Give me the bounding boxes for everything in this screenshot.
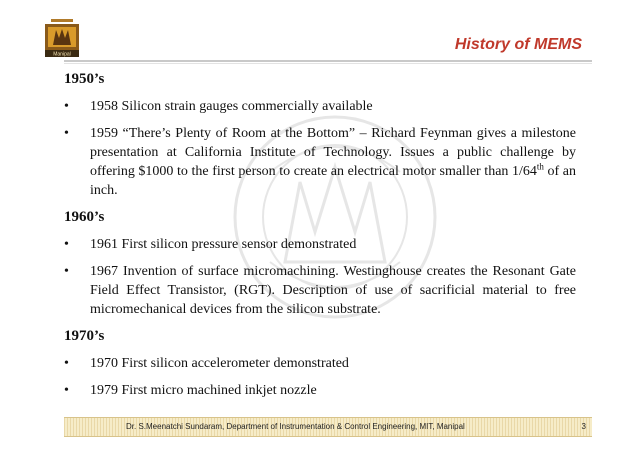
list-item-text: 1959 “There’s Plenty of Room at the Bottom” – Richard Feynman gives a milestone presentation at California Institute of Technology. Issues a public challenge by offering $1000 to the first person to create an electrical motor smaller than 1/64 bbox=[90, 126, 576, 179]
list-item-text: 1970 First silicon accelerometer demonstrated bbox=[90, 356, 349, 371]
bullet-icon: • bbox=[64, 356, 69, 371]
section-heading: 1950’s bbox=[64, 71, 105, 87]
bullet-icon: • bbox=[64, 383, 69, 398]
page-number: 3 bbox=[581, 422, 586, 431]
section-heading: 1970’s bbox=[64, 328, 105, 344]
list-item-text: 1979 First micro machined inkjet nozzle bbox=[90, 383, 317, 398]
list-item bbox=[64, 124, 576, 200]
section-heading: 1960’s bbox=[64, 209, 105, 225]
list-item bbox=[64, 97, 576, 116]
bullet-icon: • bbox=[64, 237, 69, 252]
section-1950s bbox=[64, 70, 576, 200]
manipal-logo bbox=[43, 18, 81, 61]
bullet-icon: • bbox=[64, 264, 69, 279]
list-item bbox=[64, 354, 576, 373]
list-item bbox=[64, 262, 576, 319]
title-divider-shadow bbox=[64, 63, 592, 64]
list-item bbox=[64, 381, 576, 400]
footer-author: Dr. S.Meenatchi Sundaram, Department of Instrumentation & Control Engineering, MIT, Manipal bbox=[126, 422, 465, 431]
slide-title: History of MEMS bbox=[454, 36, 582, 53]
list-item-text-tail: of an inch. bbox=[90, 164, 576, 198]
logo-label: Manipal bbox=[53, 51, 71, 58]
slide-footer bbox=[64, 417, 592, 437]
section-1970s bbox=[64, 327, 576, 400]
section-1960s bbox=[64, 208, 576, 319]
list-item-text: 1967 Invention of surface micromachining. Westinghouse creates the Resonant Gate Field Effect Transistor, (RGT). Description of use of sacrificial material to free micromechanical devices from the silicon substrate. bbox=[90, 264, 576, 317]
title-divider bbox=[64, 60, 592, 62]
superscript: th bbox=[536, 161, 544, 172]
list-item-text: 1961 First silicon pressure sensor demonstrated bbox=[90, 237, 357, 252]
list-item bbox=[64, 235, 576, 254]
bullet-icon: • bbox=[64, 99, 69, 114]
slide-body bbox=[64, 70, 576, 408]
list-item-text: 1958 Silicon strain gauges commercially available bbox=[90, 99, 373, 114]
bullet-icon: • bbox=[64, 126, 69, 141]
